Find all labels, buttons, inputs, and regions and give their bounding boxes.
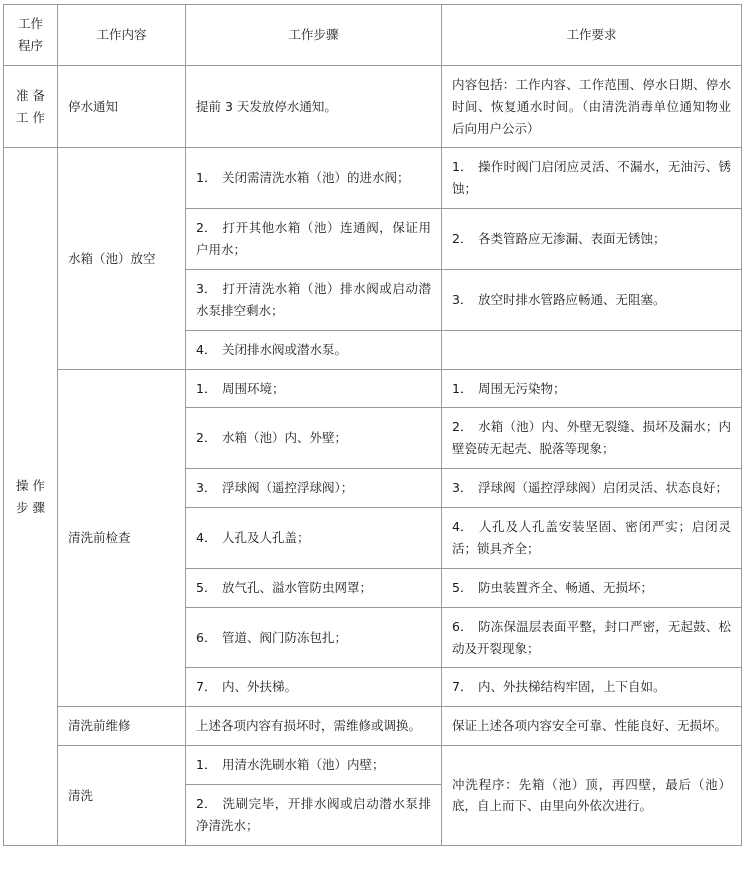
step-item — [196, 477, 431, 499]
stage-prepare-line2: 工 作 — [16, 109, 45, 125]
step-text: 打开清洗水箱（池）排水阀或启动潜水泵排空剩水； — [196, 280, 431, 318]
step-cell — [186, 408, 442, 469]
requirement-cell — [442, 209, 742, 270]
requirement-number: 5． — [452, 579, 473, 595]
header-work-requirements: 工作要求 — [442, 5, 742, 66]
requirement-cell — [442, 508, 742, 569]
requirement-number: 1． — [452, 380, 473, 396]
step-number: 5． — [196, 579, 217, 595]
step-text: 关闭排水阀或潜水泵。 — [222, 341, 348, 357]
step-cell — [186, 508, 442, 569]
step-cell — [186, 148, 442, 209]
requirement-item — [452, 477, 731, 499]
requirement-cell — [442, 369, 742, 408]
header-work-content: 工作内容 — [58, 5, 186, 66]
table-row — [4, 65, 742, 148]
step-cell — [186, 746, 442, 785]
requirement-cell — [442, 469, 742, 508]
step-text: 周围环境； — [222, 380, 285, 396]
step-text: 浮球阀（遥控浮球阀）； — [222, 480, 354, 496]
step-item — [196, 339, 431, 361]
requirement-cell — [442, 269, 742, 330]
requirement-item — [452, 676, 731, 698]
stage-cell-operate — [4, 148, 58, 845]
step-item — [196, 167, 431, 189]
step-cell — [186, 568, 442, 607]
requirement-cell — [442, 607, 742, 668]
table-row — [4, 746, 742, 785]
step-number: 3． — [196, 480, 217, 496]
step-cell — [186, 330, 442, 369]
table-body — [4, 65, 742, 845]
stage-cell-prepare — [4, 65, 58, 148]
step-item — [196, 627, 431, 649]
step-text: 放气孔、溢水管防虫网罩； — [222, 579, 373, 595]
table-row — [4, 369, 742, 408]
step-item — [196, 278, 431, 322]
requirement-cell — [442, 148, 742, 209]
step-cell: 提前 3 天发放停水通知。 — [186, 65, 442, 148]
step-text: 人孔及人孔盖； — [222, 529, 310, 545]
requirement-cell: 内容包括：工作内容、工作范围、停水日期、停水时间、恢复通水时间。（由清洗消毒单位通知物业后向用户公示） — [442, 65, 742, 148]
step-number: 6． — [196, 629, 217, 645]
step-text: 内、外扶梯。 — [222, 679, 298, 695]
requirement-item — [452, 156, 731, 200]
step-text: 用清水洗刷水箱（池）内壁； — [222, 757, 385, 773]
step-number: 4． — [196, 341, 217, 357]
step-number: 2． — [196, 430, 217, 446]
requirement-number: 2． — [452, 419, 473, 435]
content-cell: 清洗前维修 — [58, 707, 186, 746]
stage-operate-line1: 操 作 — [16, 477, 45, 493]
requirement-number: 7． — [452, 679, 473, 695]
step-item — [196, 676, 431, 698]
step-item — [196, 527, 431, 549]
header-work-procedure — [4, 5, 58, 66]
step-item — [196, 754, 431, 776]
header-work-procedure-line2: 程序 — [17, 37, 43, 53]
requirement-number: 2． — [452, 231, 473, 247]
requirement-text: 放空时排水管路应畅通、无阻塞。 — [478, 291, 666, 307]
step-text: 水箱（池）内、外壁； — [222, 430, 348, 446]
step-number: 3． — [196, 280, 217, 296]
step-item — [196, 577, 431, 599]
step-number: 1． — [196, 757, 217, 773]
step-number: 2． — [196, 796, 217, 811]
step-cell — [186, 668, 442, 707]
step-item — [196, 378, 431, 400]
work-procedure-table — [3, 4, 742, 846]
requirement-text: 各类管路应无渗漏、表面无锈蚀； — [478, 231, 666, 247]
step-text: 打开其他水箱（池）连通阀，保证用户用水； — [196, 220, 431, 257]
content-cell: 清洗 — [58, 746, 186, 846]
step-text: 洗刷完毕，开排水阀或启动潜水泵排净清洗水； — [196, 796, 431, 833]
step-item — [196, 427, 431, 449]
step-number: 4． — [196, 529, 217, 545]
stage-prepare-line1: 准 备 — [16, 87, 45, 103]
content-cell: 清洗前检查 — [58, 369, 186, 707]
requirement-text: 操作时阀门启闭应灵活、不漏水，无油污、锈蚀； — [452, 159, 731, 197]
header-work-procedure-line1: 工作 — [17, 16, 43, 31]
requirement-number: 3． — [452, 291, 473, 307]
requirement-cell — [442, 668, 742, 707]
content-cell: 水箱（池）放空 — [58, 148, 186, 369]
step-cell — [186, 785, 442, 846]
step-number: 7． — [196, 679, 217, 695]
step-cell — [186, 269, 442, 330]
step-item — [196, 793, 431, 837]
requirement-item — [452, 616, 731, 660]
requirement-number: 1． — [452, 159, 473, 175]
requirement-text: 周围无污染物； — [478, 380, 566, 396]
requirement-item — [452, 577, 731, 599]
requirement-text: 防虫装置齐全、畅通、无损坏； — [478, 579, 654, 595]
header-work-steps: 工作步骤 — [186, 5, 442, 66]
table-row — [4, 707, 742, 746]
requirement-item — [452, 228, 731, 250]
table-row — [4, 148, 742, 209]
step-cell — [186, 369, 442, 408]
step-cell — [186, 607, 442, 668]
step-number: 2． — [196, 220, 217, 236]
requirement-number: 4． — [452, 519, 473, 534]
step-number: 1． — [196, 380, 217, 396]
requirement-number: 6． — [452, 618, 473, 634]
stage-operate-line2: 步 骤 — [16, 499, 45, 515]
requirement-item — [452, 516, 731, 560]
step-cell: 上述各项内容有损坏时，需维修或调换。 — [186, 707, 442, 746]
requirement-item — [452, 289, 731, 311]
table-header-row — [4, 5, 742, 66]
step-item — [196, 217, 431, 261]
requirement-text: 防冻保温层表面平整，封口严密，无起鼓、松动及开裂现象； — [452, 618, 731, 656]
requirement-cell — [442, 408, 742, 469]
requirement-text: 水箱（池）内、外壁无裂缝、损坏及漏水；内壁瓷砖无起壳、脱落等现象； — [452, 419, 731, 457]
requirement-item — [452, 378, 731, 400]
requirement-cell: 保证上述各项内容安全可靠、性能良好、无损坏。 — [442, 707, 742, 746]
step-cell — [186, 469, 442, 508]
requirement-item — [452, 416, 731, 460]
requirement-cell-empty — [442, 330, 742, 369]
requirement-number: 3． — [452, 480, 473, 496]
requirement-text: 浮球阀（遥控浮球阀）启闭灵活、状态良好； — [478, 480, 729, 496]
content-cell: 停水通知 — [58, 65, 186, 148]
step-text: 管道、阀门防冻包扎； — [222, 629, 348, 645]
requirement-text: 人孔及人孔盖安装坚固、密闭严实；启闭灵活；锁具齐全； — [452, 519, 731, 556]
table-header — [4, 5, 742, 66]
requirement-text: 内、外扶梯结构牢固，上下自如。 — [478, 679, 666, 695]
step-number: 1． — [196, 170, 217, 186]
requirement-cell: 冲洗程序：先箱（池）顶，再四壁，最后（池）底，自上而下、由里向外依次进行。 — [442, 746, 742, 846]
requirement-cell — [442, 568, 742, 607]
step-cell — [186, 209, 442, 270]
step-text: 关闭需清洗水箱（池）的进水阀； — [222, 170, 410, 186]
